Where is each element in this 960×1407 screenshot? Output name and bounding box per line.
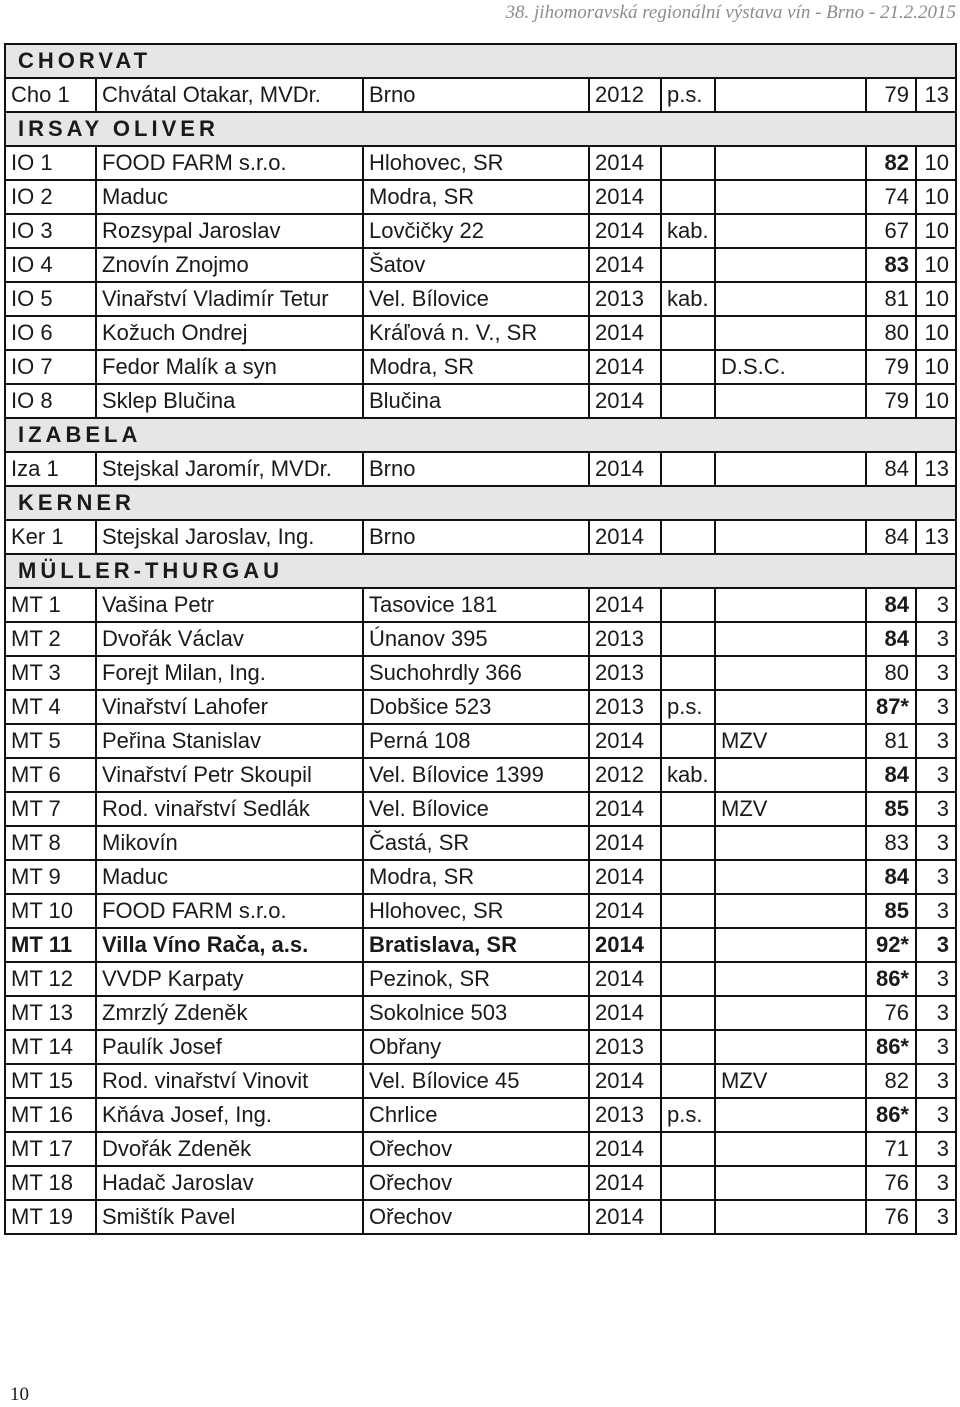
- producer-place-cell: Kráľová n. V., SR: [363, 316, 589, 350]
- table-row: [5, 996, 956, 1030]
- wine-code-cell: MT 19: [5, 1200, 96, 1234]
- score-cell: 67: [866, 214, 916, 248]
- table-row: [5, 180, 956, 214]
- vintage-year-cell: 2014: [589, 248, 661, 282]
- attribute-cell: [661, 248, 715, 282]
- wine-code-cell: MT 4: [5, 690, 96, 724]
- award-cell: MZV: [715, 1064, 866, 1098]
- table-row: [5, 792, 956, 826]
- producer-place-cell: Šatov: [363, 248, 589, 282]
- score-cell: 81: [866, 724, 916, 758]
- table-row: [5, 894, 956, 928]
- vintage-year-cell: 2013: [589, 622, 661, 656]
- table-row: [5, 78, 956, 112]
- section-header-row: [5, 486, 956, 520]
- category-number-cell: 10: [916, 180, 956, 214]
- table-row: [5, 214, 956, 248]
- award-cell: [715, 384, 866, 418]
- table-row: [5, 962, 956, 996]
- score-cell: 76: [866, 1166, 916, 1200]
- producer-place-cell: Blučina: [363, 384, 589, 418]
- section-title: MÜLLER-THURGAU: [5, 554, 956, 588]
- category-number-cell: 3: [916, 792, 956, 826]
- vintage-year-cell: 2014: [589, 860, 661, 894]
- wine-code-cell: MT 10: [5, 894, 96, 928]
- score-cell: 81: [866, 282, 916, 316]
- table-row: [5, 724, 956, 758]
- producer-name-cell: Mikovín: [96, 826, 363, 860]
- attribute-cell: [661, 622, 715, 656]
- wine-code-cell: MT 2: [5, 622, 96, 656]
- attribute-cell: kab.: [661, 758, 715, 792]
- vintage-year-cell: 2014: [589, 724, 661, 758]
- category-number-cell: 3: [916, 1132, 956, 1166]
- attribute-cell: [661, 724, 715, 758]
- category-number-cell: 3: [916, 894, 956, 928]
- category-number-cell: 3: [916, 690, 956, 724]
- producer-name-cell: Sklep Blučina: [96, 384, 363, 418]
- category-number-cell: 3: [916, 826, 956, 860]
- producer-name-cell: Maduc: [96, 860, 363, 894]
- vintage-year-cell: 2012: [589, 758, 661, 792]
- category-number-cell: 3: [916, 860, 956, 894]
- wine-code-cell: MT 16: [5, 1098, 96, 1132]
- producer-place-cell: Brno: [363, 520, 589, 554]
- attribute-cell: [661, 350, 715, 384]
- vintage-year-cell: 2014: [589, 996, 661, 1030]
- page-header: 38. jihomoravská regionální výstava vín - Brno - 21.2.2015: [505, 2, 956, 23]
- attribute-cell: [661, 1064, 715, 1098]
- award-cell: [715, 826, 866, 860]
- wine-code-cell: MT 17: [5, 1132, 96, 1166]
- wine-code-cell: Ker 1: [5, 520, 96, 554]
- score-cell: 84: [866, 860, 916, 894]
- producer-name-cell: Fedor Malík a syn: [96, 350, 363, 384]
- attribute-cell: [661, 588, 715, 622]
- wine-code-cell: Cho 1: [5, 78, 96, 112]
- producer-name-cell: Paulík Josef: [96, 1030, 363, 1064]
- table-row: [5, 588, 956, 622]
- score-cell: 87*: [866, 690, 916, 724]
- table-row: [5, 1166, 956, 1200]
- producer-place-cell: Lovčičky 22: [363, 214, 589, 248]
- producer-name-cell: Znovín Znojmo: [96, 248, 363, 282]
- vintage-year-cell: 2014: [589, 894, 661, 928]
- award-cell: [715, 1132, 866, 1166]
- producer-name-cell: Vinařství Petr Skoupil: [96, 758, 363, 792]
- section-title: CHORVAT: [5, 44, 956, 78]
- vintage-year-cell: 2014: [589, 384, 661, 418]
- vintage-year-cell: 2014: [589, 826, 661, 860]
- section-title: IZABELA: [5, 418, 956, 452]
- attribute-cell: [661, 520, 715, 554]
- score-cell: 80: [866, 316, 916, 350]
- vintage-year-cell: 2014: [589, 146, 661, 180]
- table-row: [5, 1200, 956, 1234]
- producer-name-cell: Vinařství Lahofer: [96, 690, 363, 724]
- wine-code-cell: IO 4: [5, 248, 96, 282]
- award-cell: [715, 78, 866, 112]
- award-cell: MZV: [715, 724, 866, 758]
- category-number-cell: 13: [916, 452, 956, 486]
- table-row: [5, 826, 956, 860]
- award-cell: MZV: [715, 792, 866, 826]
- vintage-year-cell: 2013: [589, 1030, 661, 1064]
- vintage-year-cell: 2014: [589, 1132, 661, 1166]
- table-row: [5, 384, 956, 418]
- vintage-year-cell: 2014: [589, 962, 661, 996]
- score-cell: 86*: [866, 1030, 916, 1064]
- table-row: [5, 1064, 956, 1098]
- wine-code-cell: MT 11: [5, 928, 96, 962]
- wine-code-cell: MT 1: [5, 588, 96, 622]
- score-cell: 84: [866, 588, 916, 622]
- score-cell: 80: [866, 656, 916, 690]
- vintage-year-cell: 2012: [589, 78, 661, 112]
- producer-place-cell: Ořechov: [363, 1132, 589, 1166]
- table-row: [5, 146, 956, 180]
- producer-name-cell: Vinařství Vladimír Tetur: [96, 282, 363, 316]
- wine-code-cell: MT 5: [5, 724, 96, 758]
- score-cell: 79: [866, 350, 916, 384]
- vintage-year-cell: 2014: [589, 520, 661, 554]
- wine-code-cell: IO 3: [5, 214, 96, 248]
- category-number-cell: 10: [916, 214, 956, 248]
- producer-place-cell: Častá, SR: [363, 826, 589, 860]
- table-row: [5, 350, 956, 384]
- score-cell: 85: [866, 792, 916, 826]
- producer-place-cell: Ořechov: [363, 1166, 589, 1200]
- producer-name-cell: Kožuch Ondrej: [96, 316, 363, 350]
- category-number-cell: 3: [916, 758, 956, 792]
- category-number-cell: 3: [916, 1166, 956, 1200]
- wine-code-cell: IO 8: [5, 384, 96, 418]
- producer-place-cell: Hlohovec, SR: [363, 894, 589, 928]
- vintage-year-cell: 2014: [589, 928, 661, 962]
- attribute-cell: [661, 316, 715, 350]
- wine-code-cell: MT 14: [5, 1030, 96, 1064]
- award-cell: [715, 452, 866, 486]
- category-number-cell: 10: [916, 384, 956, 418]
- producer-place-cell: Tasovice 181: [363, 588, 589, 622]
- score-cell: 76: [866, 996, 916, 1030]
- producer-name-cell: Maduc: [96, 180, 363, 214]
- attribute-cell: [661, 146, 715, 180]
- producer-name-cell: Zmrzlý Zdeněk: [96, 996, 363, 1030]
- section-header-row: [5, 554, 956, 588]
- attribute-cell: p.s.: [661, 690, 715, 724]
- producer-place-cell: Vel. Bílovice 45: [363, 1064, 589, 1098]
- producer-name-cell: Hadač Jaroslav: [96, 1166, 363, 1200]
- table-row: [5, 928, 956, 962]
- table-row: [5, 452, 956, 486]
- producer-name-cell: Villa Víno Rača, a.s.: [96, 928, 363, 962]
- section-title: KERNER: [5, 486, 956, 520]
- vintage-year-cell: 2013: [589, 282, 661, 316]
- producer-place-cell: Vel. Bílovice: [363, 282, 589, 316]
- award-cell: D.S.C.: [715, 350, 866, 384]
- wine-code-cell: MT 7: [5, 792, 96, 826]
- award-cell: [715, 1030, 866, 1064]
- wine-code-cell: MT 18: [5, 1166, 96, 1200]
- wine-code-cell: IO 2: [5, 180, 96, 214]
- award-cell: [715, 962, 866, 996]
- table-row: [5, 248, 956, 282]
- category-number-cell: 3: [916, 1030, 956, 1064]
- category-number-cell: 3: [916, 1200, 956, 1234]
- producer-place-cell: Chrlice: [363, 1098, 589, 1132]
- attribute-cell: [661, 656, 715, 690]
- award-cell: [715, 316, 866, 350]
- vintage-year-cell: 2014: [589, 214, 661, 248]
- producer-name-cell: Dvořák Václav: [96, 622, 363, 656]
- attribute-cell: [661, 384, 715, 418]
- attribute-cell: [661, 1200, 715, 1234]
- vintage-year-cell: 2013: [589, 1098, 661, 1132]
- score-cell: 82: [866, 146, 916, 180]
- producer-place-cell: Modra, SR: [363, 180, 589, 214]
- producer-place-cell: Modra, SR: [363, 860, 589, 894]
- attribute-cell: [661, 452, 715, 486]
- category-number-cell: 3: [916, 962, 956, 996]
- category-number-cell: 3: [916, 928, 956, 962]
- attribute-cell: p.s.: [661, 1098, 715, 1132]
- producer-place-cell: Brno: [363, 452, 589, 486]
- section-header-row: [5, 418, 956, 452]
- award-cell: [715, 996, 866, 1030]
- producer-place-cell: Brno: [363, 78, 589, 112]
- score-cell: 83: [866, 826, 916, 860]
- producer-place-cell: Sokolnice 503: [363, 996, 589, 1030]
- category-number-cell: 3: [916, 1064, 956, 1098]
- category-number-cell: 3: [916, 996, 956, 1030]
- producer-place-cell: Hlohovec, SR: [363, 146, 589, 180]
- table-row: [5, 690, 956, 724]
- producer-name-cell: Stejskal Jaromír, MVDr.: [96, 452, 363, 486]
- category-number-cell: 3: [916, 588, 956, 622]
- table-row: [5, 622, 956, 656]
- table-row: [5, 316, 956, 350]
- category-number-cell: 13: [916, 78, 956, 112]
- producer-name-cell: Vašina Petr: [96, 588, 363, 622]
- producer-name-cell: Chvátal Otakar, MVDr.: [96, 78, 363, 112]
- vintage-year-cell: 2013: [589, 690, 661, 724]
- vintage-year-cell: 2014: [589, 792, 661, 826]
- table-row: [5, 860, 956, 894]
- vintage-year-cell: 2014: [589, 1200, 661, 1234]
- score-cell: 84: [866, 622, 916, 656]
- wine-code-cell: IO 6: [5, 316, 96, 350]
- producer-place-cell: Ořechov: [363, 1200, 589, 1234]
- award-cell: [715, 282, 866, 316]
- award-cell: [715, 894, 866, 928]
- attribute-cell: [661, 962, 715, 996]
- vintage-year-cell: 2014: [589, 350, 661, 384]
- score-cell: 84: [866, 452, 916, 486]
- attribute-cell: [661, 894, 715, 928]
- award-cell: [715, 1200, 866, 1234]
- attribute-cell: [661, 180, 715, 214]
- producer-name-cell: FOOD FARM s.r.o.: [96, 894, 363, 928]
- producer-name-cell: VVDP Karpaty: [96, 962, 363, 996]
- producer-place-cell: Vel. Bílovice: [363, 792, 589, 826]
- award-cell: [715, 1166, 866, 1200]
- attribute-cell: [661, 1030, 715, 1064]
- wine-code-cell: IO 5: [5, 282, 96, 316]
- score-cell: 76: [866, 1200, 916, 1234]
- wine-code-cell: MT 3: [5, 656, 96, 690]
- award-cell: [715, 860, 866, 894]
- attribute-cell: [661, 792, 715, 826]
- vintage-year-cell: 2014: [589, 1064, 661, 1098]
- award-cell: [715, 248, 866, 282]
- award-cell: [715, 758, 866, 792]
- category-number-cell: 10: [916, 146, 956, 180]
- wine-code-cell: MT 13: [5, 996, 96, 1030]
- category-number-cell: 10: [916, 248, 956, 282]
- score-cell: 84: [866, 520, 916, 554]
- table-row: [5, 656, 956, 690]
- table-row: [5, 758, 956, 792]
- section-title: IRSAY OLIVER: [5, 112, 956, 146]
- score-cell: 74: [866, 180, 916, 214]
- results-body: [5, 44, 956, 1234]
- attribute-cell: [661, 826, 715, 860]
- producer-name-cell: FOOD FARM s.r.o.: [96, 146, 363, 180]
- vintage-year-cell: 2014: [589, 1166, 661, 1200]
- table-row: [5, 520, 956, 554]
- results-table: [4, 43, 957, 1235]
- score-cell: 86*: [866, 962, 916, 996]
- wine-code-cell: MT 6: [5, 758, 96, 792]
- wine-code-cell: MT 12: [5, 962, 96, 996]
- page-number: 10: [10, 1384, 29, 1405]
- producer-place-cell: Vel. Bílovice 1399: [363, 758, 589, 792]
- award-cell: [715, 146, 866, 180]
- table-row: [5, 1098, 956, 1132]
- wine-code-cell: IO 1: [5, 146, 96, 180]
- producer-name-cell: Forejt Milan, Ing.: [96, 656, 363, 690]
- category-number-cell: 3: [916, 656, 956, 690]
- producer-place-cell: Pezinok, SR: [363, 962, 589, 996]
- category-number-cell: 3: [916, 1098, 956, 1132]
- vintage-year-cell: 2014: [589, 588, 661, 622]
- score-cell: 79: [866, 384, 916, 418]
- attribute-cell: p.s.: [661, 78, 715, 112]
- award-cell: [715, 520, 866, 554]
- category-number-cell: 3: [916, 724, 956, 758]
- section-header-row: [5, 112, 956, 146]
- attribute-cell: [661, 1166, 715, 1200]
- vintage-year-cell: 2013: [589, 656, 661, 690]
- score-cell: 82: [866, 1064, 916, 1098]
- producer-place-cell: Suchohrdly 366: [363, 656, 589, 690]
- producer-name-cell: Peřina Stanislav: [96, 724, 363, 758]
- vintage-year-cell: 2014: [589, 180, 661, 214]
- award-cell: [715, 622, 866, 656]
- wine-code-cell: Iza 1: [5, 452, 96, 486]
- category-number-cell: 10: [916, 282, 956, 316]
- producer-place-cell: Obřany: [363, 1030, 589, 1064]
- producer-name-cell: Dvořák Zdeněk: [96, 1132, 363, 1166]
- producer-place-cell: Dobšice 523: [363, 690, 589, 724]
- producer-name-cell: Smištík Pavel: [96, 1200, 363, 1234]
- attribute-cell: [661, 1132, 715, 1166]
- wine-code-cell: MT 15: [5, 1064, 96, 1098]
- category-number-cell: 10: [916, 350, 956, 384]
- table-row: [5, 282, 956, 316]
- producer-name-cell: Stejskal Jaroslav, Ing.: [96, 520, 363, 554]
- score-cell: 79: [866, 78, 916, 112]
- producer-place-cell: Bratislava, SR: [363, 928, 589, 962]
- producer-name-cell: Rod. vinařství Vinovit: [96, 1064, 363, 1098]
- award-cell: [715, 1098, 866, 1132]
- award-cell: [715, 214, 866, 248]
- award-cell: [715, 180, 866, 214]
- category-number-cell: 3: [916, 622, 956, 656]
- award-cell: [715, 656, 866, 690]
- producer-name-cell: Kňáva Josef, Ing.: [96, 1098, 363, 1132]
- wine-code-cell: MT 8: [5, 826, 96, 860]
- attribute-cell: [661, 996, 715, 1030]
- score-cell: 84: [866, 758, 916, 792]
- award-cell: [715, 928, 866, 962]
- table-row: [5, 1030, 956, 1064]
- score-cell: 83: [866, 248, 916, 282]
- attribute-cell: [661, 928, 715, 962]
- award-cell: [715, 588, 866, 622]
- score-cell: 92*: [866, 928, 916, 962]
- producer-name-cell: Rozsypal Jaroslav: [96, 214, 363, 248]
- section-header-row: [5, 44, 956, 78]
- wine-code-cell: MT 9: [5, 860, 96, 894]
- score-cell: 86*: [866, 1098, 916, 1132]
- vintage-year-cell: 2014: [589, 316, 661, 350]
- producer-place-cell: Modra, SR: [363, 350, 589, 384]
- award-cell: [715, 690, 866, 724]
- attribute-cell: [661, 860, 715, 894]
- attribute-cell: kab.: [661, 282, 715, 316]
- producer-name-cell: Rod. vinařství Sedlák: [96, 792, 363, 826]
- wine-code-cell: IO 7: [5, 350, 96, 384]
- vintage-year-cell: 2014: [589, 452, 661, 486]
- category-number-cell: 13: [916, 520, 956, 554]
- score-cell: 85: [866, 894, 916, 928]
- producer-place-cell: Únanov 395: [363, 622, 589, 656]
- score-cell: 71: [866, 1132, 916, 1166]
- table-row: [5, 1132, 956, 1166]
- category-number-cell: 10: [916, 316, 956, 350]
- attribute-cell: kab.: [661, 214, 715, 248]
- producer-place-cell: Perná 108: [363, 724, 589, 758]
